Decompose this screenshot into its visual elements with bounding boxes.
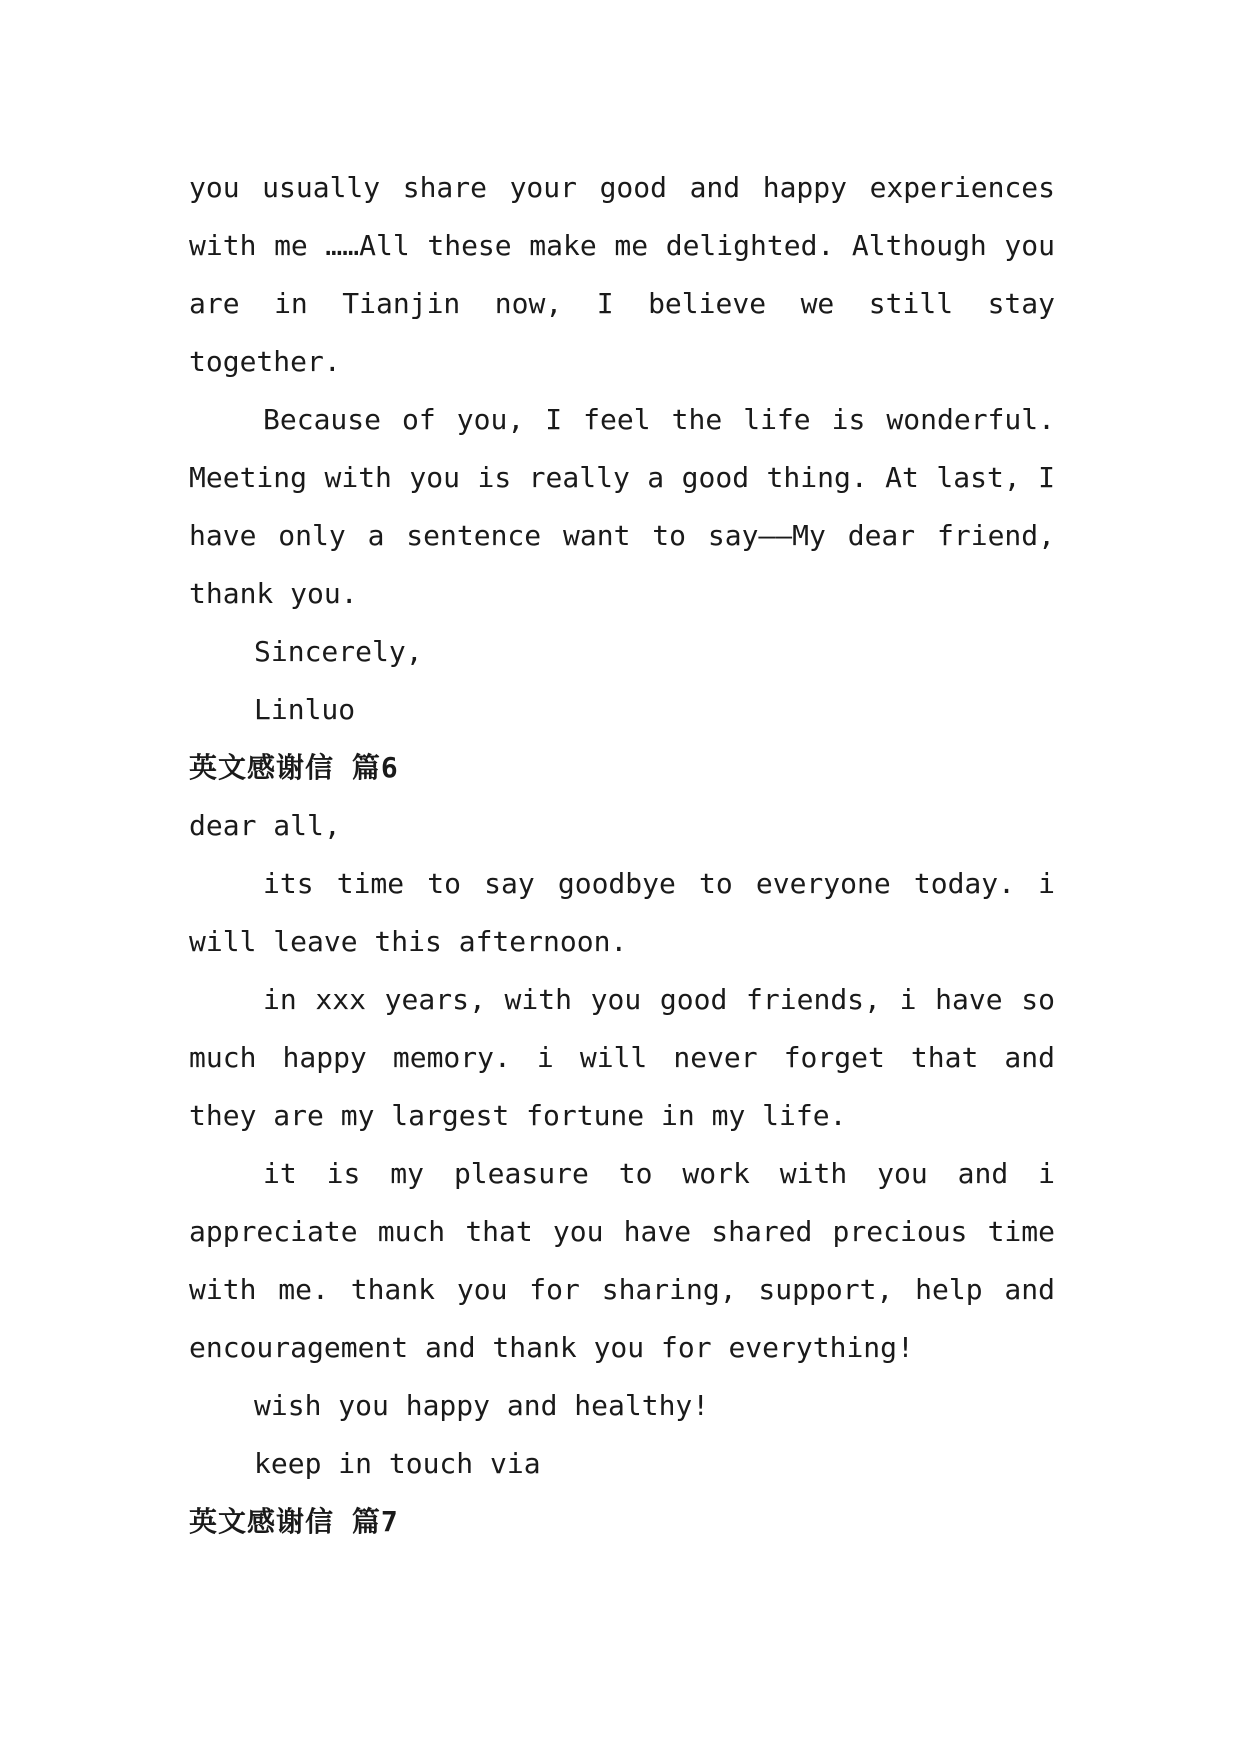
paragraph-memory: in xxx years, with you good friends, i have so much happy memory. i will never forget that and they are my largest fortune in my life. — [189, 983, 1055, 1132]
section-heading-7: 英文感谢信 篇7 — [189, 1505, 399, 1538]
paragraph-goodbye: its time to say goodbye to everyone today. i will leave this afternoon. — [189, 867, 1055, 958]
paragraph-pleasure: it is my pleasure to work with you and i appreciate much that you have shared precious time with me. thank you for sharing, support, help and encouragement and thank you for everything! — [189, 1157, 1055, 1364]
document-body — [189, 159, 1055, 1551]
salutation-dear-all: dear all, — [189, 809, 341, 842]
line-wish-healthy: wish you happy and healthy! — [254, 1389, 710, 1422]
section-heading-6: 英文感谢信 篇6 — [189, 751, 399, 784]
signature-linluo: Linluo — [254, 693, 356, 726]
line-keep-in-touch: keep in touch via — [254, 1447, 541, 1480]
paragraph-continuation: you usually share your good and happy experiences with me ……All these make me delighted. Although you are in Tianjin now, I believe we still stay together. — [189, 171, 1055, 378]
paragraph-because-of-you: Because of you, I feel the life is wonderful. Meeting with you is really a good thing. At last, I have only a sentence want to say——My dear friend, thank you. — [189, 403, 1055, 610]
closing-sincerely: Sincerely, — [254, 635, 423, 668]
